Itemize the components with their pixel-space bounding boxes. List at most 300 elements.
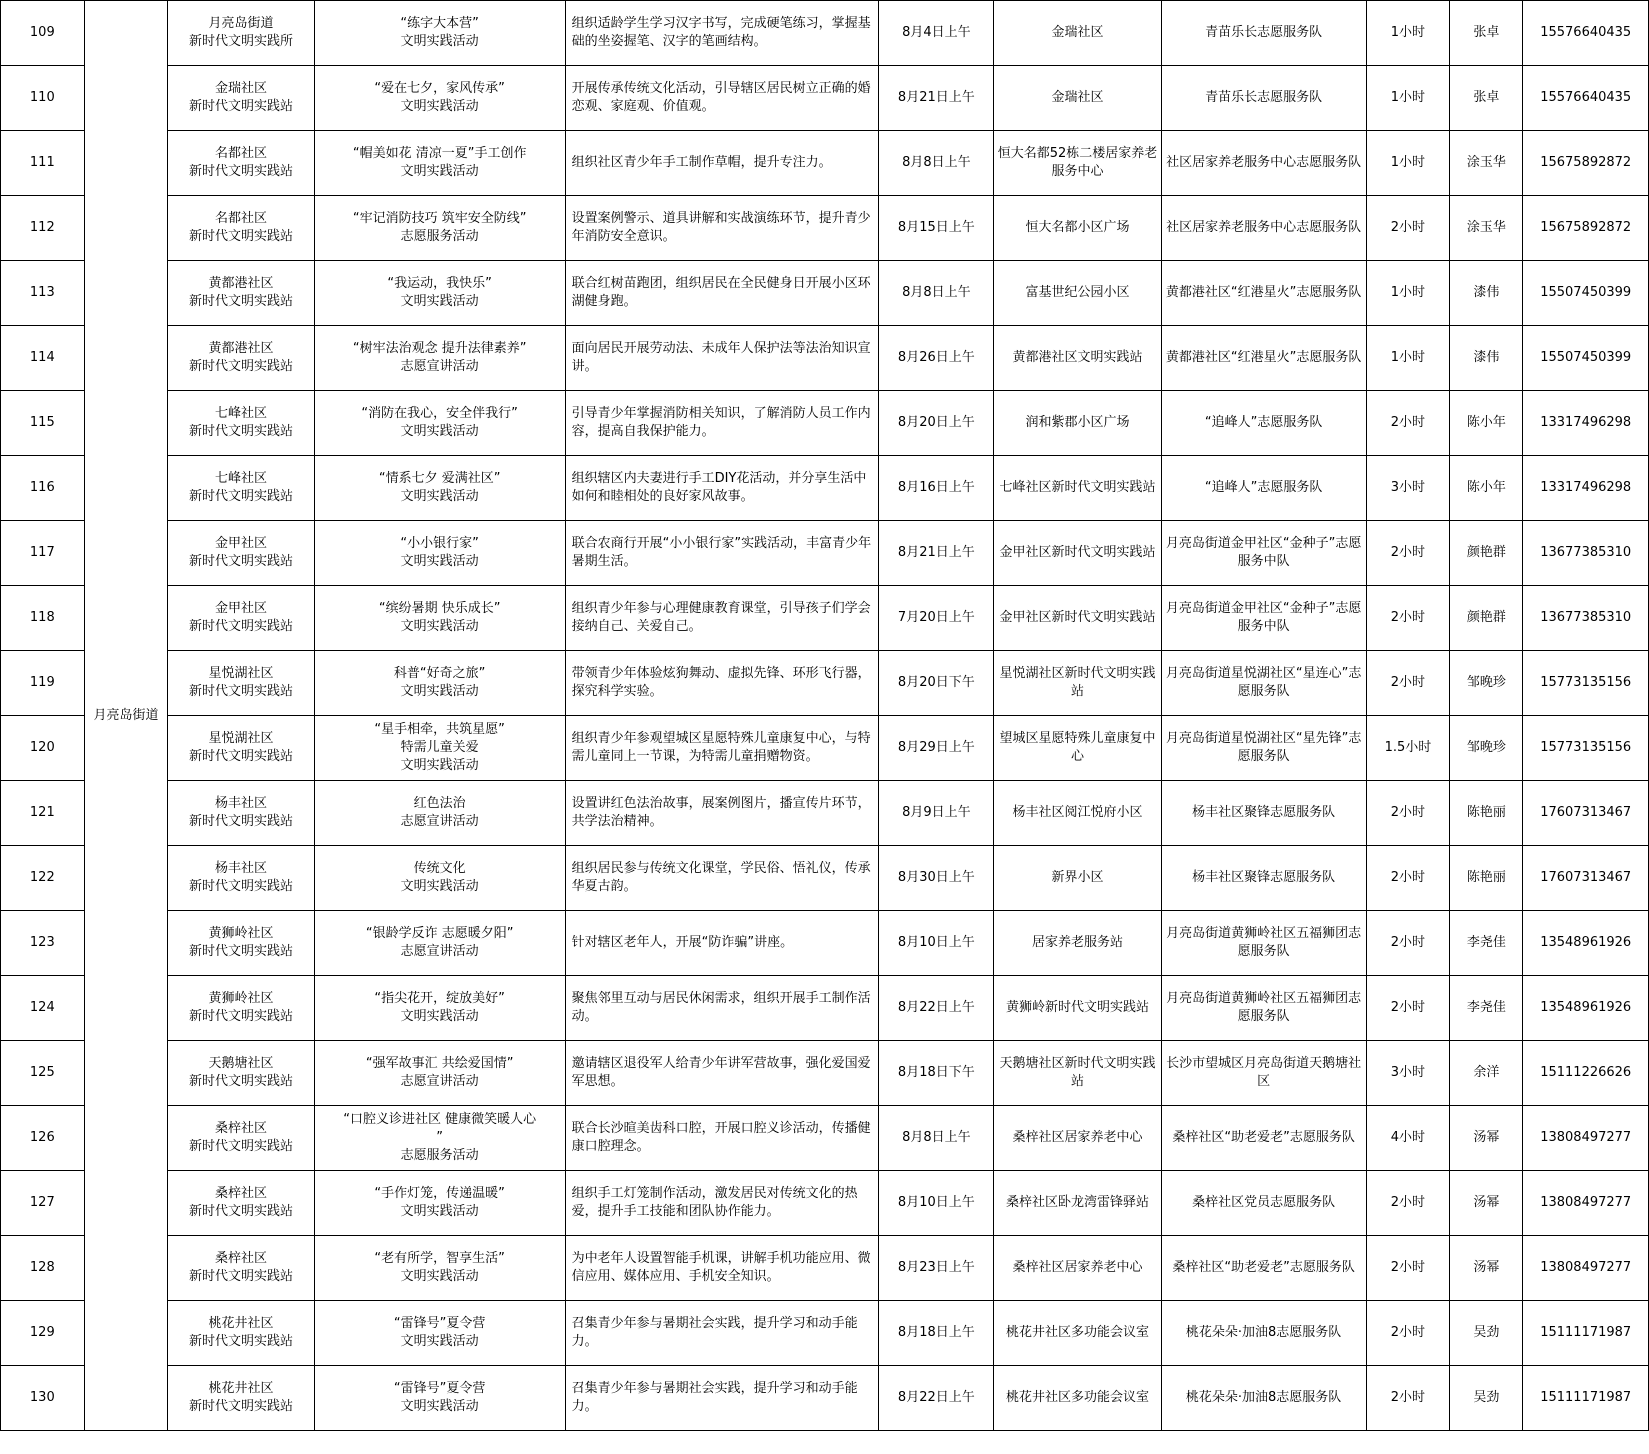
cell-description: 组织青少年参观望城区星愿特殊儿童康复中心，与特需儿童同上一节课，为特需儿童捐赠物资。: [565, 716, 879, 781]
cell-team: 黄都港社区“红港星火”志愿服务队: [1161, 326, 1366, 391]
cell-title: [314, 66, 565, 131]
cell-duration: 1小时: [1366, 131, 1450, 196]
cell-team: 月亮岛街道星悦湖社区“星先锋”志愿服务队: [1161, 716, 1366, 781]
cell-place: 七峰社区新时代文明实践站: [994, 456, 1161, 521]
cell-line: 新时代文明实践站: [188, 229, 293, 244]
cell-line: “我运动，我快乐”: [387, 276, 492, 291]
cell-team: 月亮岛街道金甲社区“金种子”志愿服务中队: [1161, 521, 1366, 586]
cell-phone: 15576640435: [1523, 1, 1649, 66]
table-row: [1, 976, 1649, 1041]
cell-contact: 吴劲: [1450, 1366, 1523, 1431]
cell-description: 邀请辖区退役军人给青少年讲军营故事，强化爱国爱军思想。: [565, 1041, 879, 1106]
cell-place: 居家养老服务站: [994, 911, 1161, 976]
cell-line: 桃花井社区: [208, 1381, 274, 1396]
cell-phone: 13808497277: [1523, 1106, 1649, 1171]
cell-team: 月亮岛街道金甲社区“金种子”志愿服务中队: [1161, 586, 1366, 651]
cell-line: “练字大本营”: [400, 16, 479, 31]
table-row: [1, 1106, 1649, 1171]
cell-title: [314, 651, 565, 716]
cell-number: 127: [1, 1171, 85, 1236]
cell-contact: 吴劲: [1450, 1301, 1523, 1366]
cell-line: 金甲社区: [214, 601, 267, 616]
cell-description: 联合长沙暄美齿科口腔，开展口腔义诊活动，传播健康口腔理念。: [565, 1106, 879, 1171]
cell-title: [314, 1106, 565, 1171]
cell-phone: 13677385310: [1523, 521, 1649, 586]
cell-phone: 15111171987: [1523, 1301, 1649, 1366]
table-row: [1, 66, 1649, 131]
cell-place: 桃花井社区多功能会议室: [994, 1366, 1161, 1431]
cell-line: 文明实践活动: [400, 684, 479, 699]
cell-team: “追峰人”志愿服务队: [1161, 391, 1366, 456]
cell-team: 桃花朵朵·加油8志愿服务队: [1161, 1301, 1366, 1366]
cell-place: 星悦湖社区新时代文明实践站: [994, 651, 1161, 716]
cell-line: “缤纷暑期 快乐成长”: [378, 601, 501, 616]
cell-place: 富基世纪公园小区: [994, 261, 1161, 326]
table-row: [1, 846, 1649, 911]
cell-line: 新时代文明实践站: [188, 1139, 293, 1154]
cell-time: 8月21日上午: [879, 66, 994, 131]
cell-title: [314, 911, 565, 976]
table-row: [1, 456, 1649, 521]
table-row: [1, 131, 1649, 196]
cell-contact: 颜艳群: [1450, 521, 1523, 586]
cell-line: 新时代文明实践站: [188, 749, 293, 764]
cell-title: [314, 1236, 565, 1301]
cell-contact: 余洋: [1450, 1041, 1523, 1106]
cell-description: 组织青少年参与心理健康教育课堂，引导孩子们学会接纳自己、关爱自己。: [565, 586, 879, 651]
cell-duration: 2小时: [1366, 391, 1450, 456]
table-row: [1, 391, 1649, 456]
cell-number: 126: [1, 1106, 85, 1171]
cell-unit: [168, 391, 314, 456]
cell-line: “银龄学反诈 志愿暖夕阳”: [365, 926, 514, 941]
cell-title: [314, 1171, 565, 1236]
cell-line: 红色法治: [413, 796, 466, 811]
table-row: [1, 326, 1649, 391]
cell-line: 新时代文明实践站: [188, 1074, 293, 1089]
cell-line: 文明实践活动: [400, 554, 479, 569]
cell-phone: 17607313467: [1523, 781, 1649, 846]
cell-team: 社区居家养老服务中心志愿服务队: [1161, 196, 1366, 261]
cell-time: 8月8日上午: [879, 1106, 994, 1171]
cell-unit: [168, 976, 314, 1041]
cell-line: 文明实践活动: [400, 879, 479, 894]
cell-place: 黄狮岭新时代文明实践站: [994, 976, 1161, 1041]
cell-line: 黄狮岭社区: [208, 991, 274, 1006]
cell-phone: 13317496298: [1523, 391, 1649, 456]
cell-line: 志愿宣讲活动: [400, 1074, 479, 1089]
cell-contact: 颜艳群: [1450, 586, 1523, 651]
cell-title: [314, 196, 565, 261]
cell-team: 桃花朵朵·加油8志愿服务队: [1161, 1366, 1366, 1431]
cell-team: 桑梓社区“助老爱老”志愿服务队: [1161, 1236, 1366, 1301]
cell-number: 110: [1, 66, 85, 131]
cell-line: “指尖花开，绽放美好”: [374, 991, 505, 1006]
cell-line: 新时代文明实践站: [188, 879, 293, 894]
cell-unit: [168, 1301, 314, 1366]
cell-unit: [168, 1041, 314, 1106]
cell-unit: [168, 781, 314, 846]
cell-line: 桑梓社区: [214, 1121, 267, 1136]
cell-phone: 13677385310: [1523, 586, 1649, 651]
cell-unit: [168, 846, 314, 911]
cell-description: 组织适龄学生学习汉字书写，完成硬笔练习，掌握基础的坐姿握笔、汉字的笔画结构。: [565, 1, 879, 66]
cell-line: “雷锋号”夏令营: [393, 1316, 486, 1331]
cell-line: 黄都港社区: [208, 341, 274, 356]
table-row: [1, 1, 1649, 66]
cell-place: 金甲社区新时代文明实践站: [994, 586, 1161, 651]
cell-number: 119: [1, 651, 85, 716]
cell-contact: 邹晚珍: [1450, 716, 1523, 781]
cell-number: 120: [1, 716, 85, 781]
cell-line: 七峰社区: [214, 471, 267, 486]
cell-phone: 15773135156: [1523, 716, 1649, 781]
cell-contact: 邹晚珍: [1450, 651, 1523, 716]
cell-contact: 涂玉华: [1450, 131, 1523, 196]
cell-line: 新时代文明实践站: [188, 619, 293, 634]
cell-line: 文明实践活动: [400, 489, 479, 504]
cell-time: 8月18日下午: [879, 1041, 994, 1106]
cell-duration: 2小时: [1366, 846, 1450, 911]
cell-time: 8月20日下午: [879, 651, 994, 716]
cell-team: 桑梓社区党员志愿服务队: [1161, 1171, 1366, 1236]
cell-place: 桃花井社区多功能会议室: [994, 1301, 1161, 1366]
cell-description: 带领青少年体验炫狗舞动、虚拟先锋、环形飞行器，探究科学实验。: [565, 651, 879, 716]
cell-unit: [168, 131, 314, 196]
table-row: [1, 196, 1649, 261]
cell-line: “小小银行家”: [400, 536, 479, 551]
cell-unit: [168, 651, 314, 716]
cell-line: 名都社区: [214, 146, 267, 161]
cell-line: 新时代文明实践站: [188, 164, 293, 179]
cell-title: [314, 326, 565, 391]
cell-place: 桑梓社区卧龙湾雷锋驿站: [994, 1171, 1161, 1236]
cell-number: 125: [1, 1041, 85, 1106]
cell-description: 针对辖区老年人，开展“防诈骗”讲座。: [565, 911, 879, 976]
cell-line: 文明实践活动: [400, 294, 479, 309]
cell-phone: 13808497277: [1523, 1171, 1649, 1236]
cell-number: 116: [1, 456, 85, 521]
cell-description: 为中老年人设置智能手机课，讲解手机功能应用、微信应用、媒体应用、手机安全知识。: [565, 1236, 879, 1301]
cell-line: 文明实践活动: [400, 619, 479, 634]
cell-duration: 2小时: [1366, 651, 1450, 716]
cell-description: 联合农商行开展“小小银行家”实践活动，丰富青少年暑期生活。: [565, 521, 879, 586]
cell-line: 天鹅塘社区: [208, 1056, 274, 1071]
table-row: [1, 651, 1649, 716]
cell-title: [314, 976, 565, 1041]
cell-description: 聚焦邻里互动与居民休闲需求，组织开展手工制作活动。: [565, 976, 879, 1041]
cell-duration: 2小时: [1366, 586, 1450, 651]
cell-number: 130: [1, 1366, 85, 1431]
cell-unit: [168, 196, 314, 261]
cell-duration: 2小时: [1366, 1236, 1450, 1301]
cell-phone: 15675892872: [1523, 131, 1649, 196]
table-row: [1, 1041, 1649, 1106]
cell-unit: [168, 1236, 314, 1301]
cell-unit: [168, 66, 314, 131]
cell-unit: [168, 1, 314, 66]
cell-place: 金瑞社区: [994, 1, 1161, 66]
cell-line: 金瑞社区: [214, 81, 267, 96]
cell-line: 新时代文明实践站: [188, 1399, 293, 1414]
cell-line: 志愿宣讲活动: [400, 359, 479, 374]
cell-contact: 陈艳丽: [1450, 781, 1523, 846]
cell-line: “雷锋号”夏令营: [393, 1381, 486, 1396]
cell-phone: 13317496298: [1523, 456, 1649, 521]
cell-phone: 15576640435: [1523, 66, 1649, 131]
cell-description: 设置讲红色法治故事，展案例图片，播宣传片环节，共学法治精神。: [565, 781, 879, 846]
cell-line: “帽美如花 清凉一夏”手工创作: [352, 146, 527, 161]
table-row: [1, 911, 1649, 976]
cell-duration: 4小时: [1366, 1106, 1450, 1171]
cell-team: 长沙市望城区月亮岛街道天鹅塘社区: [1161, 1041, 1366, 1106]
cell-time: 8月8日上午: [879, 131, 994, 196]
cell-line: “星手相牵，共筑星愿”: [374, 722, 505, 737]
table-row: [1, 586, 1649, 651]
cell-description: 召集青少年参与暑期社会实践，提升学习和动手能力。: [565, 1301, 879, 1366]
cell-description: 引导青少年掌握消防相关知识，了解消防人员工作内容，提高自我保护能力。: [565, 391, 879, 456]
cell-number: 113: [1, 261, 85, 326]
cell-contact: 涂玉华: [1450, 196, 1523, 261]
cell-phone: 13808497277: [1523, 1236, 1649, 1301]
cell-title: [314, 1366, 565, 1431]
table-row: [1, 1366, 1649, 1431]
cell-description: 联合红树苗跑团，组织居民在全民健身日开展小区环湖健身跑。: [565, 261, 879, 326]
cell-duration: 2小时: [1366, 976, 1450, 1041]
cell-duration: 2小时: [1366, 1301, 1450, 1366]
cell-duration: 2小时: [1366, 521, 1450, 586]
table-row: [1, 521, 1649, 586]
cell-line: 新时代文明实践站: [188, 944, 293, 959]
cell-description: 召集青少年参与暑期社会实践，提升学习和动手能力。: [565, 1366, 879, 1431]
cell-contact: 李尧佳: [1450, 911, 1523, 976]
cell-time: 8月20日上午: [879, 391, 994, 456]
cell-place: 金甲社区新时代文明实践站: [994, 521, 1161, 586]
cell-phone: 15773135156: [1523, 651, 1649, 716]
cell-duration: 3小时: [1366, 1041, 1450, 1106]
cell-line: 文明实践活动: [400, 34, 479, 49]
cell-number: 118: [1, 586, 85, 651]
cell-line: “消防在我心，安全伴我行”: [361, 406, 518, 421]
cell-duration: 2小时: [1366, 781, 1450, 846]
cell-description: 面向居民开展劳动法、未成年人保护法等法治知识宣讲。: [565, 326, 879, 391]
cell-time: 8月22日上午: [879, 1366, 994, 1431]
table-row: [1, 1301, 1649, 1366]
cell-phone: 17607313467: [1523, 846, 1649, 911]
cell-time: 8月9日上午: [879, 781, 994, 846]
cell-place: 望城区星愿特殊儿童康复中心: [994, 716, 1161, 781]
cell-title: [314, 586, 565, 651]
cell-number: 121: [1, 781, 85, 846]
cell-line: 新时代文明实践站: [188, 1269, 293, 1284]
cell-team: 月亮岛街道黄狮岭社区五福狮团志愿服务队: [1161, 911, 1366, 976]
cell-description: 设置案例警示、道具讲解和实战演练环节，提升青少年消防安全意识。: [565, 196, 879, 261]
cell-sub-district: 月亮岛街道: [84, 1, 168, 1431]
cell-line: ”: [436, 1130, 444, 1145]
cell-place: 恒大名都52栋二楼居家养老服务中心: [994, 131, 1161, 196]
cell-title: [314, 456, 565, 521]
cell-line: 志愿服务活动: [400, 1148, 479, 1163]
cell-time: 8月26日上午: [879, 326, 994, 391]
cell-contact: 陈艳丽: [1450, 846, 1523, 911]
cell-title: [314, 716, 565, 781]
cell-time: 8月21日上午: [879, 521, 994, 586]
cell-line: 志愿服务活动: [400, 229, 479, 244]
cell-title: [314, 846, 565, 911]
cell-team: 青苗乐长志愿服务队: [1161, 66, 1366, 131]
cell-line: 月亮岛街道: [208, 16, 274, 31]
cell-number: 115: [1, 391, 85, 456]
cell-contact: 汤幂: [1450, 1236, 1523, 1301]
cell-number: 117: [1, 521, 85, 586]
cell-line: “牢记消防技巧 筑牢安全防线”: [352, 211, 527, 226]
cell-team: 月亮岛街道星悦湖社区“星连心”志愿服务队: [1161, 651, 1366, 716]
cell-time: 8月10日上午: [879, 911, 994, 976]
cell-duration: 2小时: [1366, 911, 1450, 976]
cell-phone: 15507450399: [1523, 261, 1649, 326]
cell-number: 129: [1, 1301, 85, 1366]
cell-line: 文明实践活动: [400, 99, 479, 114]
cell-line: 七峰社区: [214, 406, 267, 421]
cell-line: 新时代文明实践站: [188, 489, 293, 504]
table-row: [1, 1236, 1649, 1301]
cell-line: 星悦湖社区: [208, 666, 274, 681]
cell-description: 开展传承传统文化活动，引导辖区居民树立正确的婚恋观、家庭观、价值观。: [565, 66, 879, 131]
cell-line: “强军故事汇 共绘爱国情”: [365, 1056, 514, 1071]
cell-line: “爱在七夕，家风传承”: [374, 81, 505, 96]
cell-line: 黄都港社区: [208, 276, 274, 291]
cell-duration: 1小时: [1366, 326, 1450, 391]
cell-unit: [168, 261, 314, 326]
cell-line: 桑梓社区: [214, 1186, 267, 1201]
cell-team: 黄都港社区“红港星火”志愿服务队: [1161, 261, 1366, 326]
cell-place: 桑梓社区居家养老中心: [994, 1106, 1161, 1171]
cell-place: 金瑞社区: [994, 66, 1161, 131]
cell-title: [314, 391, 565, 456]
cell-unit: [168, 586, 314, 651]
cell-phone: 13548961926: [1523, 911, 1649, 976]
cell-line: 杨丰社区: [214, 796, 267, 811]
cell-title: [314, 781, 565, 846]
cell-place: 桑梓社区居家养老中心: [994, 1236, 1161, 1301]
cell-line: 文明实践活动: [400, 1399, 479, 1414]
cell-place: 黄都港社区文明实践站: [994, 326, 1161, 391]
cell-line: “口腔义诊进社区 健康微笑暖人心: [343, 1112, 537, 1127]
cell-line: 新时代文明实践所: [188, 34, 293, 49]
cell-place: 新界小区: [994, 846, 1161, 911]
cell-team: “追峰人”志愿服务队: [1161, 456, 1366, 521]
cell-duration: 2小时: [1366, 1366, 1450, 1431]
cell-team: 杨丰社区聚锋志愿服务队: [1161, 846, 1366, 911]
cell-line: 新时代文明实践站: [188, 814, 293, 829]
cell-unit: [168, 716, 314, 781]
cell-time: 8月29日上午: [879, 716, 994, 781]
cell-line: 文明实践活动: [400, 424, 479, 439]
cell-line: 文明实践活动: [400, 1204, 479, 1219]
cell-line: 文明实践活动: [400, 164, 479, 179]
cell-contact: 汤幂: [1450, 1171, 1523, 1236]
cell-contact: 陈小年: [1450, 456, 1523, 521]
cell-description: 组织手工灯笼制作活动，激发居民对传统文化的热爱，提升手工技能和团队协作能力。: [565, 1171, 879, 1236]
cell-phone: 13548961926: [1523, 976, 1649, 1041]
cell-line: 新时代文明实践站: [188, 1009, 293, 1024]
cell-duration: 3小时: [1366, 456, 1450, 521]
cell-unit: [168, 1106, 314, 1171]
cell-line: 新时代文明实践站: [188, 294, 293, 309]
cell-contact: 汤幂: [1450, 1106, 1523, 1171]
cell-line: 志愿宣讲活动: [400, 814, 479, 829]
cell-line: 新时代文明实践站: [188, 684, 293, 699]
cell-line: “树牢法治观念 提升法律素养”: [352, 341, 527, 356]
cell-title: [314, 1301, 565, 1366]
table-row: [1, 781, 1649, 846]
cell-duration: 1.5小时: [1366, 716, 1450, 781]
cell-number: 123: [1, 911, 85, 976]
cell-line: 新时代文明实践站: [188, 424, 293, 439]
cell-line: 文明实践活动: [400, 758, 479, 773]
cell-duration: 2小时: [1366, 196, 1450, 261]
cell-number: 122: [1, 846, 85, 911]
cell-line: 金甲社区: [214, 536, 267, 551]
cell-line: 新时代文明实践站: [188, 1204, 293, 1219]
cell-time: 7月20日上午: [879, 586, 994, 651]
cell-time: 8月15日上午: [879, 196, 994, 261]
cell-line: 科普“好奇之旅”: [393, 666, 486, 681]
cell-line: “手作灯笼，传递温暖”: [374, 1186, 505, 1201]
cell-title: [314, 1041, 565, 1106]
cell-unit: [168, 326, 314, 391]
cell-description: 组织社区青少年手工制作草帽，提升专注力。: [565, 131, 879, 196]
cell-unit: [168, 911, 314, 976]
table-row: [1, 1171, 1649, 1236]
cell-title: [314, 1, 565, 66]
cell-line: 黄狮岭社区: [208, 926, 274, 941]
cell-place: 润和紫郡小区广场: [994, 391, 1161, 456]
cell-phone: 15675892872: [1523, 196, 1649, 261]
cell-number: 128: [1, 1236, 85, 1301]
cell-line: 新时代文明实践站: [188, 1334, 293, 1349]
table-row: [1, 716, 1649, 781]
cell-number: 114: [1, 326, 85, 391]
cell-team: 青苗乐长志愿服务队: [1161, 1, 1366, 66]
cell-title: [314, 261, 565, 326]
cell-time: 8月30日上午: [879, 846, 994, 911]
cell-contact: 李尧佳: [1450, 976, 1523, 1041]
cell-duration: 2小时: [1366, 1171, 1450, 1236]
cell-unit: [168, 456, 314, 521]
cell-line: 特需儿童关爱: [400, 740, 479, 755]
cell-time: 8月16日上午: [879, 456, 994, 521]
cell-line: “情系七夕 爱满社区”: [378, 471, 501, 486]
cell-time: 8月23日上午: [879, 1236, 994, 1301]
cell-time: 8月8日上午: [879, 261, 994, 326]
cell-unit: [168, 1171, 314, 1236]
cell-phone: 15111171987: [1523, 1366, 1649, 1431]
cell-number: 109: [1, 1, 85, 66]
cell-number: 112: [1, 196, 85, 261]
cell-description: 组织辖区内夫妻进行手工DIY花活动，并分享生活中如何和睦相处的良好家风故事。: [565, 456, 879, 521]
cell-line: 志愿宣讲活动: [400, 944, 479, 959]
cell-line: 文明实践活动: [400, 1009, 479, 1024]
cell-time: 8月10日上午: [879, 1171, 994, 1236]
cell-line: 桑梓社区: [214, 1251, 267, 1266]
cell-place: 恒大名都小区广场: [994, 196, 1161, 261]
cell-time: 8月4日上午: [879, 1, 994, 66]
cell-line: 星悦湖社区: [208, 731, 274, 746]
cell-contact: 张卓: [1450, 1, 1523, 66]
cell-unit: [168, 1366, 314, 1431]
cell-line: 新时代文明实践站: [188, 359, 293, 374]
